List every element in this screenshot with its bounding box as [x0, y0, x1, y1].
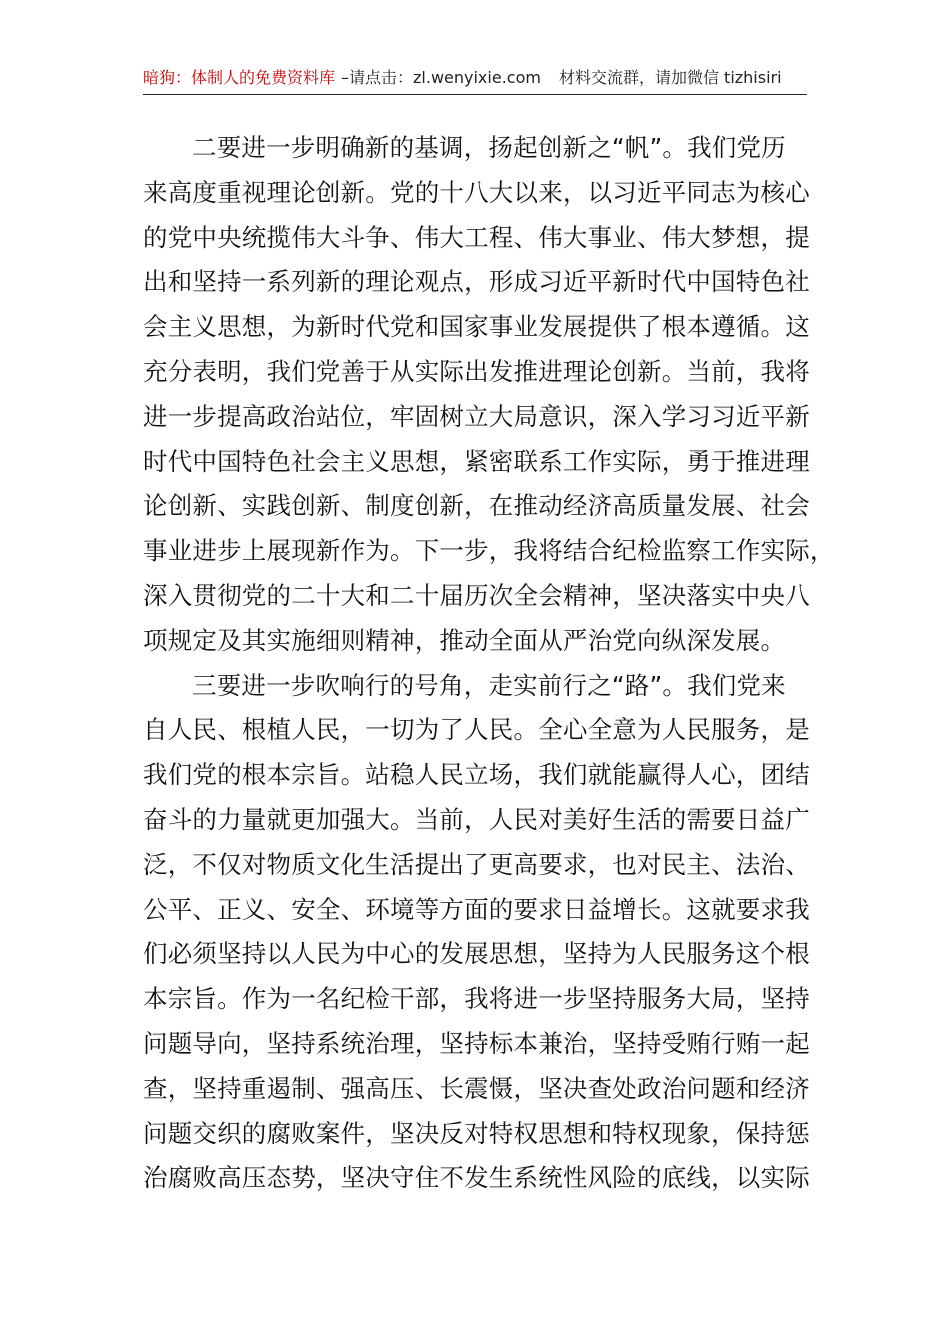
text-line: 事业进步上展现新作为。下一步，我将结合纪检监察工作实际， — [143, 536, 835, 566]
text-line: 公平、正义、安全、环境等方面的要求日益增长。这就要求我 — [143, 894, 810, 924]
text-line: 进一步提高政治站位，牢固树立大局意识，深入学习习近平新 — [143, 401, 810, 431]
text-line: 二要进一步明确新的基调，扬起创新之“帆”。我们党历 — [192, 133, 786, 162]
paragraph-list — [143, 126, 835, 1201]
text-line: 查，坚持重遏制、强高压、长震慑，坚决查处政治问题和经济 — [143, 1073, 810, 1103]
text-line: 深入贯彻党的二十大和二十届历次全会精神，坚决落实中央八 — [143, 580, 810, 610]
text-line: 来高度重视理论创新。党的十八大以来，以习近平同志为核心 — [143, 177, 810, 207]
text-line: 充分表明，我们党善于从实际出发推进理论创新。当前，我将 — [143, 356, 810, 386]
text-line: 的党中央统揽伟大斗争、伟大工程、伟大事业、伟大梦想，提 — [143, 222, 810, 252]
text-line: 治腐败高压态势，坚决守住不发生系统性风险的底线，以实际 — [143, 1163, 810, 1193]
text-line: 问题导向，坚持系统治理，坚持标本兼治，坚持受贿行贿一起 — [143, 1028, 810, 1058]
text-line: 论创新、实践创新、制度创新，在推动经济高质量发展、社会 — [143, 491, 810, 521]
text-line: 们必须坚持以人民为中心的发展思想，坚持为人民服务这个根 — [143, 939, 810, 969]
paragraph — [143, 126, 835, 664]
text-line: 问题交织的腐败案件，坚决反对特权思想和特权现象，保持惩 — [143, 1118, 810, 1148]
text-line: 项规定及其实施细则精神，推动全面从严治党向纵深发展。 — [143, 625, 786, 655]
text-line: 自人民、根植人民，一切为了人民。全心全意为人民服务，是 — [143, 715, 810, 745]
text-line: 泛，不仅对物质文化生活提出了更高要求，也对民主、法治、 — [143, 849, 810, 879]
text-line: 本宗旨。作为一名纪检干部，我将进一步坚持服务大局，坚持 — [143, 984, 810, 1014]
header-brand: 暗狗：体制人的免费资料库 — [143, 68, 336, 87]
document-body — [143, 126, 835, 1201]
text-line: 三要进一步吹响行的号角，走实前行之“路”。我们党来 — [192, 670, 786, 700]
page-header — [143, 66, 807, 95]
header-link-text[interactable]: –请点击：zl.wenyixie.com — [341, 68, 541, 87]
text-line: 出和坚持一系列新的理论观点，形成习近平新时代中国特色社 — [143, 267, 810, 297]
paragraph — [143, 664, 810, 1202]
text-line: 时代中国特色社会主义思想，紧密联系工作实际，勇于推进理 — [143, 446, 810, 476]
text-line: 奋斗的力量就更加强大。当前，人民对美好生活的需要日益广 — [143, 804, 810, 834]
text-line: 会主义思想，为新时代党和国家事业发展提供了根本遵循。这 — [143, 312, 810, 342]
header-contact: 材料交流群，请加微信 tizhisiri — [558, 68, 782, 87]
text-line: 我们党的根本宗旨。站稳人民立场，我们就能赢得人心，团结 — [143, 760, 810, 790]
